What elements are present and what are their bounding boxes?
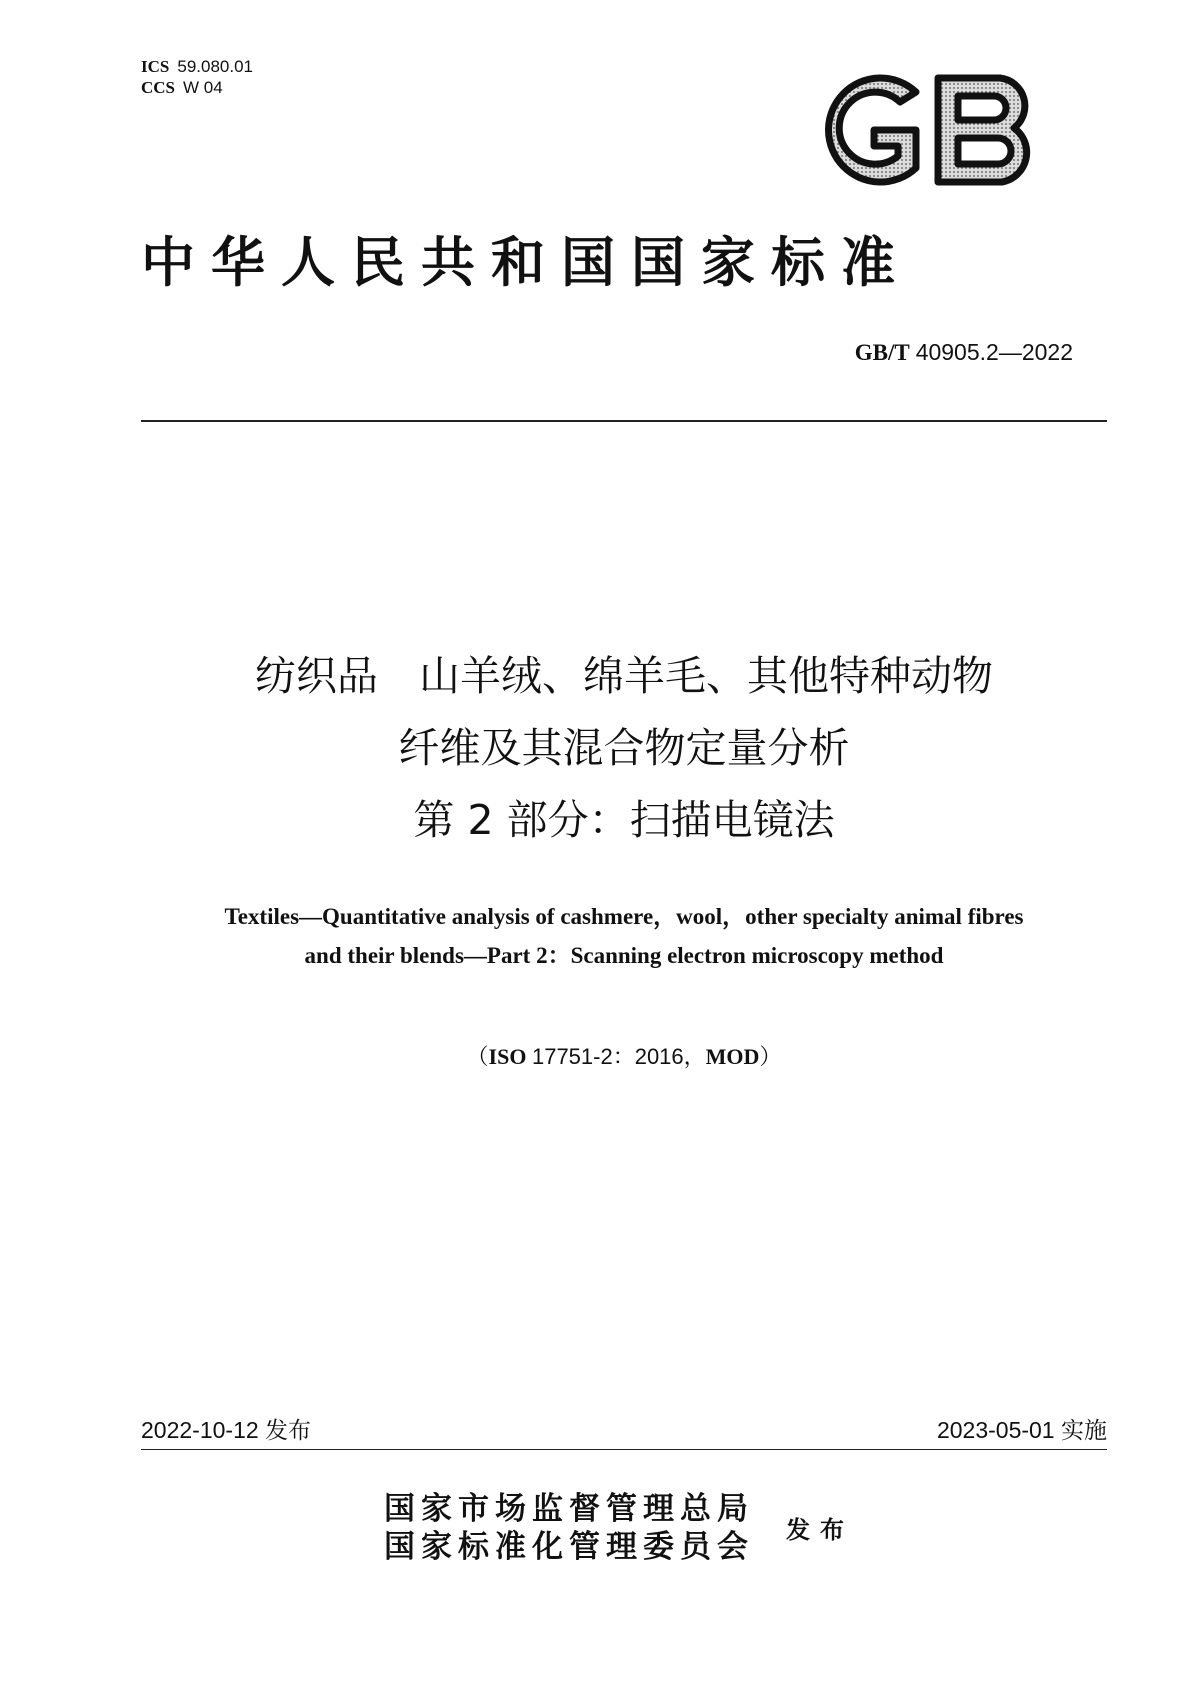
iso-comma: ， bbox=[683, 1044, 706, 1069]
ics-label: ICS bbox=[141, 57, 170, 76]
chinese-title-line: 纤维及其混合物定量分析 bbox=[398, 724, 850, 772]
english-title-line: Textiles—Quantitative analysis of cashmere，wool，other specialty animal fibres bbox=[224, 904, 1024, 929]
iso-mod: MOD bbox=[705, 1044, 760, 1069]
gb-logo bbox=[808, 70, 1044, 190]
bottom-divider bbox=[141, 1449, 1107, 1450]
implement-label: 实施 bbox=[1061, 1418, 1107, 1444]
chinese-title-line: 纺织品 山羊绒、绵羊毛、其他特种动物 bbox=[255, 652, 993, 700]
english-title bbox=[141, 897, 1107, 975]
standard-number bbox=[855, 339, 1073, 366]
chinese-title-line: 第 2 部分：扫描电镜法 bbox=[413, 796, 835, 844]
iso-close-paren: ） bbox=[759, 1044, 782, 1069]
chinese-title bbox=[141, 640, 1107, 856]
standard-prefix: GB/T bbox=[854, 340, 910, 365]
implementation-date bbox=[937, 1416, 1107, 1445]
implement-date-value: 2023-05-01 bbox=[936, 1417, 1055, 1443]
classification-codes bbox=[141, 56, 253, 98]
issue-date-value: 2022-10-12 bbox=[141, 1417, 259, 1443]
issue-date bbox=[141, 1416, 311, 1445]
standard-code: 40905.2—2022 bbox=[915, 339, 1073, 365]
national-standard-title: 中华人民共和国国家标准 bbox=[141, 230, 911, 294]
english-title-line: and their blends—Part 2：Scanning electron microscopy method bbox=[304, 943, 944, 968]
iso-number: 17751-2：2016 bbox=[531, 1044, 684, 1069]
authority-name: 国家标准化管理委员会 bbox=[384, 1529, 754, 1565]
ccs-label: CCS bbox=[141, 78, 176, 97]
ics-code bbox=[141, 56, 253, 77]
iso-reference bbox=[141, 1043, 1107, 1071]
authority-name: 国家市场监督管理总局 bbox=[384, 1491, 754, 1527]
ics-value: 59.080.01 bbox=[177, 57, 253, 76]
publish-label: 发布 bbox=[786, 1515, 854, 1544]
iso-open-paren: （ bbox=[466, 1044, 489, 1069]
issue-label: 发布 bbox=[265, 1418, 312, 1444]
ccs-code bbox=[141, 77, 253, 98]
top-divider bbox=[141, 420, 1107, 422]
issuing-authorities bbox=[384, 1490, 754, 1566]
iso-label: ISO bbox=[488, 1044, 527, 1069]
ccs-value: W 04 bbox=[183, 78, 223, 97]
